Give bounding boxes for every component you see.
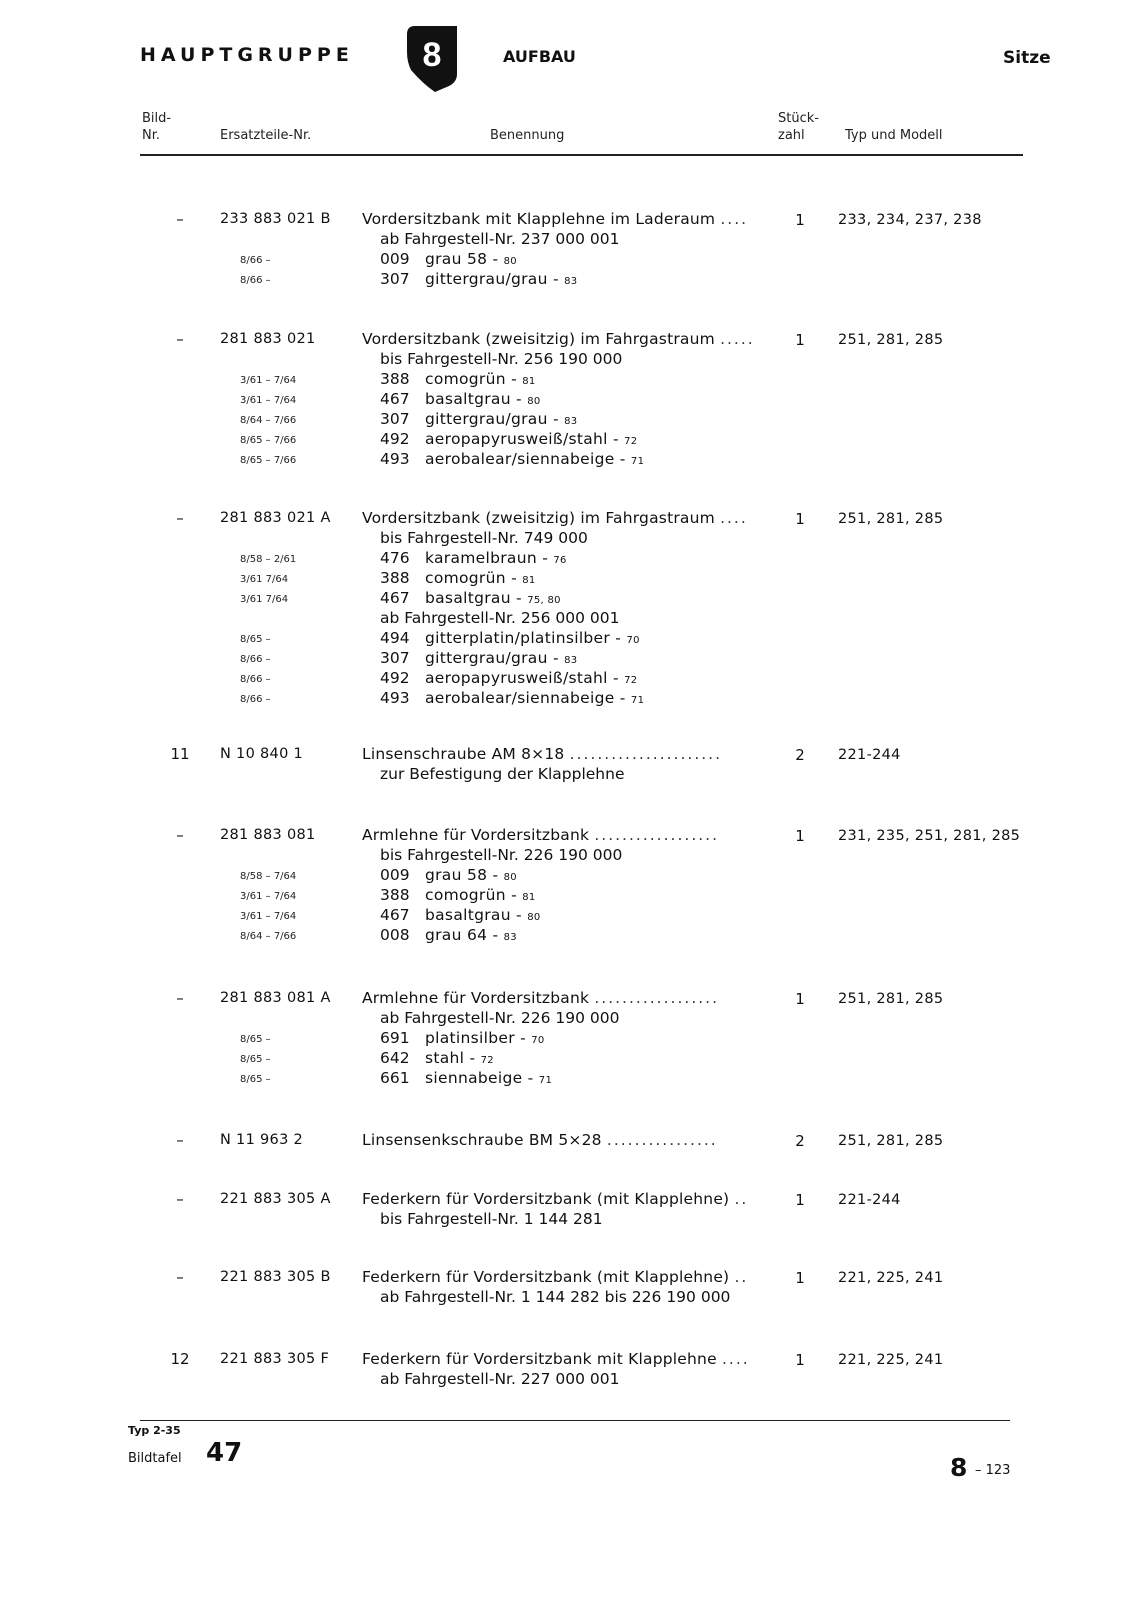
bild-nr: – <box>176 509 184 527</box>
chassis-range-note: bis Fahrgestell-Nr. 749 000 <box>380 529 588 547</box>
color-name <box>425 926 517 944</box>
section-title: AUFBAU <box>503 47 576 66</box>
item-description <box>362 1190 748 1208</box>
bild-nr: – <box>176 210 184 228</box>
validity-date: 8/64 – 7/66 <box>240 931 297 942</box>
color-label: karamelbraun - <box>425 549 549 567</box>
dot-leader: ..... <box>720 330 755 348</box>
fahrgestell-note <box>0 230 1133 250</box>
description-text: Federkern für Vordersitzbank (mit Klapplehne) <box>362 1190 730 1208</box>
description-text: Vordersitzbank (zweisitzig) im Fahrgastraum <box>362 509 715 527</box>
bild-nr: – <box>176 1131 184 1149</box>
validity-date: 8/65 – <box>240 634 271 645</box>
type-models: 251, 281, 285 <box>838 991 944 1007</box>
footer-bildtafel-label: Bildtafel <box>128 1451 182 1466</box>
color-name <box>425 569 536 587</box>
color-variant <box>0 689 1133 709</box>
type-models: 221-244 <box>838 747 901 763</box>
color-variant <box>0 450 1133 470</box>
color-code: 388 <box>380 370 410 388</box>
color-code: 467 <box>380 589 410 607</box>
fahrgestell-note <box>0 1210 1133 1230</box>
color-name <box>425 689 644 707</box>
color-variant <box>0 390 1133 410</box>
quantity: 2 <box>795 1132 805 1150</box>
color-ref: 81 <box>522 892 536 903</box>
quantity: 1 <box>795 1269 805 1287</box>
fahrgestell-note <box>0 1009 1133 1029</box>
description-text: Linsenschraube AM 8×18 <box>362 745 565 763</box>
color-code: 388 <box>380 569 410 587</box>
color-label: gitterplatin/platinsilber - <box>425 629 622 647</box>
color-variant <box>0 1069 1133 1089</box>
validity-date: 3/61 7/64 <box>240 594 289 605</box>
item-description <box>362 509 748 527</box>
item-description <box>362 210 748 228</box>
color-label: aeropapyrusweiß/stahl - <box>425 430 619 448</box>
item-description <box>362 1131 718 1149</box>
type-models: 251, 281, 285 <box>838 1133 944 1149</box>
item-description <box>362 330 755 348</box>
type-models: 233, 234, 237, 238 <box>838 212 982 228</box>
bild-nr: – <box>176 1190 184 1208</box>
footer-type: Typ 2-35 <box>128 1424 181 1437</box>
color-label: basaltgrau - <box>425 906 522 924</box>
validity-date: 8/66 – <box>240 674 271 685</box>
chassis-range-note: bis Fahrgestell-Nr. 256 190 000 <box>380 350 623 368</box>
validity-date: 3/61 7/64 <box>240 574 289 585</box>
fahrgestell-note <box>0 1370 1133 1390</box>
color-code: 492 <box>380 430 410 448</box>
validity-date: 8/66 – <box>240 654 271 665</box>
type-models: 251, 281, 285 <box>838 511 944 527</box>
color-code: 493 <box>380 689 410 707</box>
color-name <box>425 906 541 924</box>
color-variant <box>0 906 1133 926</box>
type-models: 231, 235, 251, 281, 285 <box>838 828 1021 844</box>
color-variant <box>0 926 1133 946</box>
fahrgestell-note <box>0 350 1133 370</box>
dot-leader: ...................... <box>569 745 723 763</box>
color-code: 467 <box>380 906 410 924</box>
color-label: siennabeige - <box>425 1069 534 1087</box>
color-label: gittergrau/grau - <box>425 270 559 288</box>
color-name <box>425 450 644 468</box>
chassis-range-note: ab Fahrgestell-Nr. 237 000 001 <box>380 230 620 248</box>
item-description <box>362 1268 748 1286</box>
color-variant <box>0 669 1133 689</box>
color-label: grau 58 - <box>425 866 499 884</box>
color-ref: 71 <box>538 1075 553 1086</box>
color-label: grau 64 - <box>425 926 499 944</box>
item-description <box>362 826 719 844</box>
color-code: 307 <box>380 649 410 667</box>
bild-nr: 12 <box>170 1350 190 1368</box>
color-label: comogrün - <box>425 370 517 388</box>
color-variant <box>0 629 1133 649</box>
color-name <box>425 669 637 687</box>
fahrgestell-note <box>0 609 1133 629</box>
description-text: Armlehne für Vordersitzbank <box>362 989 590 1007</box>
topic-title: Sitze <box>1003 48 1051 68</box>
color-name <box>425 410 577 428</box>
group-number: 8 <box>422 36 442 74</box>
validity-date: 3/61 – 7/64 <box>240 395 297 406</box>
color-variant <box>0 370 1133 390</box>
color-ref: 83 <box>564 655 578 666</box>
type-models: 221, 225, 241 <box>838 1270 944 1286</box>
color-name <box>425 1069 552 1087</box>
part-number: 221 883 305 B <box>220 1269 331 1285</box>
color-name <box>425 866 517 884</box>
part-number: N 10 840 1 <box>220 746 304 762</box>
color-ref: 83 <box>564 416 578 427</box>
color-label: comogrün - <box>425 886 517 904</box>
main-group-label: HAUPTGRUPPE <box>140 44 354 66</box>
color-ref: 80 <box>527 396 541 407</box>
quantity: 1 <box>795 990 805 1008</box>
color-label: gittergrau/grau - <box>425 649 559 667</box>
color-code: 388 <box>380 886 410 904</box>
page-group-number: 8 <box>950 1453 968 1482</box>
validity-date: 8/58 – 7/64 <box>240 871 297 882</box>
color-ref: 80 <box>527 912 541 923</box>
type-models: 251, 281, 285 <box>838 332 944 348</box>
bild-nr: 11 <box>170 745 190 763</box>
color-variant <box>0 250 1133 270</box>
fahrgestell-note <box>0 765 1133 785</box>
color-code: 691 <box>380 1029 410 1047</box>
color-variant <box>0 549 1133 569</box>
color-variant <box>0 649 1133 669</box>
part-number: 281 883 021 A <box>220 510 331 526</box>
color-ref: 72 <box>624 675 638 686</box>
dot-leader: .... <box>720 509 748 527</box>
dot-leader: .................. <box>594 989 720 1007</box>
validity-date: 8/58 – 2/61 <box>240 554 297 565</box>
color-name <box>425 1049 494 1067</box>
validity-date: 8/66 – <box>240 255 271 266</box>
fahrgestell-note <box>0 529 1133 549</box>
part-number: N 11 963 2 <box>220 1132 304 1148</box>
quantity: 1 <box>795 331 805 349</box>
item-description <box>362 1350 750 1368</box>
color-name <box>425 270 577 288</box>
bild-nr: – <box>176 1268 184 1286</box>
color-name <box>425 549 567 567</box>
description-text: Federkern für Vordersitzbank mit Klapplehne <box>362 1350 717 1368</box>
color-ref: 71 <box>630 695 645 706</box>
part-number: 221 883 305 A <box>220 1191 331 1207</box>
color-ref: 83 <box>503 932 517 943</box>
item-description <box>362 745 722 763</box>
fahrgestell-note <box>0 846 1133 866</box>
color-ref: 72 <box>624 436 638 447</box>
color-code: 307 <box>380 410 410 428</box>
color-variant <box>0 589 1133 609</box>
description-text: Linsensenkschraube BM 5×28 <box>362 1131 602 1149</box>
col-qty-line1: Stück- <box>778 111 819 126</box>
quantity: 2 <box>795 746 805 764</box>
chassis-range-note: ab Fahrgestell-Nr. 227 000 001 <box>380 1370 620 1388</box>
color-label: aeropapyrusweiß/stahl - <box>425 669 619 687</box>
color-label: aerobalear/siennabeige - <box>425 689 626 707</box>
color-code: 008 <box>380 926 410 944</box>
color-ref: 71 <box>630 456 645 467</box>
color-code: 661 <box>380 1069 410 1087</box>
color-name <box>425 886 536 904</box>
col-bild-nr-line1: Bild- <box>142 111 172 126</box>
color-code: 307 <box>380 270 410 288</box>
dot-leader: ................ <box>606 1131 718 1149</box>
color-ref: 81 <box>522 376 536 387</box>
quantity: 1 <box>795 1191 805 1209</box>
color-name <box>425 1029 545 1047</box>
color-code: 492 <box>380 669 410 687</box>
color-label: aerobalear/siennabeige - <box>425 450 626 468</box>
color-variant <box>0 430 1133 450</box>
color-name <box>425 390 541 408</box>
color-name <box>425 589 561 607</box>
quantity: 1 <box>795 211 805 229</box>
color-variant <box>0 569 1133 589</box>
part-number: 221 883 305 F <box>220 1351 330 1367</box>
quantity: 1 <box>795 510 805 528</box>
color-code: 467 <box>380 390 410 408</box>
color-ref: 81 <box>522 575 536 586</box>
dot-leader: .................. <box>594 826 720 844</box>
color-ref: 75, 80 <box>527 595 561 606</box>
color-label: basaltgrau - <box>425 589 522 607</box>
chassis-range-note: ab Fahrgestell-Nr. 1 144 282 bis 226 190 000 <box>380 1288 731 1306</box>
part-number: 281 883 081 A <box>220 990 331 1006</box>
col-types: Typ und Modell <box>845 128 943 143</box>
quantity: 1 <box>795 1351 805 1369</box>
description-text: Federkern für Vordersitzbank (mit Klapplehne) <box>362 1268 730 1286</box>
part-number: 281 883 021 <box>220 331 316 347</box>
chassis-range-note: zur Befestigung der Klapplehne <box>380 765 625 783</box>
validity-date: 3/61 – 7/64 <box>240 375 297 386</box>
bild-nr: – <box>176 989 184 1007</box>
color-name <box>425 370 536 388</box>
dot-leader: .. <box>734 1190 749 1208</box>
color-code: 493 <box>380 450 410 468</box>
color-label: stahl - <box>425 1049 476 1067</box>
color-name <box>425 250 517 268</box>
chassis-range-note: bis Fahrgestell-Nr. 1 144 281 <box>380 1210 603 1228</box>
color-variant <box>0 270 1133 290</box>
color-code: 642 <box>380 1049 410 1067</box>
footer-bildtafel-number: 47 <box>206 1438 243 1468</box>
color-variant <box>0 886 1133 906</box>
part-number: 281 883 081 <box>220 827 316 843</box>
footer-rule <box>140 1420 1010 1421</box>
type-models: 221-244 <box>838 1192 901 1208</box>
description-text: Vordersitzbank mit Klapplehne im Laderaum <box>362 210 716 228</box>
type-models: 221, 225, 241 <box>838 1352 944 1368</box>
part-number: 233 883 021 B <box>220 211 331 227</box>
color-ref: 80 <box>503 256 517 267</box>
color-ref: 76 <box>553 555 567 566</box>
dot-leader: .. <box>734 1268 749 1286</box>
color-variant <box>0 1049 1133 1069</box>
fahrgestell-note <box>0 1288 1133 1308</box>
chassis-range-note: bis Fahrgestell-Nr. 226 190 000 <box>380 846 623 864</box>
dot-leader: .... <box>720 210 749 228</box>
color-variant <box>0 1029 1133 1049</box>
item-description <box>362 989 719 1007</box>
col-bild-nr-line2: Nr. <box>142 128 161 143</box>
description-text: Armlehne für Vordersitzbank <box>362 826 590 844</box>
bild-nr: – <box>176 330 184 348</box>
bild-nr: – <box>176 826 184 844</box>
validity-date: 8/66 – <box>240 275 271 286</box>
color-name <box>425 629 640 647</box>
color-label: platinsilber - <box>425 1029 527 1047</box>
description-text: Vordersitzbank (zweisitzig) im Fahrgastraum <box>362 330 715 348</box>
color-code: 494 <box>380 629 410 647</box>
color-ref: 70 <box>531 1035 545 1046</box>
validity-date: 3/61 – 7/64 <box>240 911 297 922</box>
validity-date: 8/65 – <box>240 1074 271 1085</box>
color-label: basaltgrau - <box>425 390 522 408</box>
color-variant <box>0 866 1133 886</box>
validity-date: 8/65 – 7/66 <box>240 435 297 446</box>
chassis-range-note: ab Fahrgestell-Nr. 226 190 000 <box>380 1009 620 1027</box>
color-ref: 80 <box>503 872 517 883</box>
validity-date: 8/65 – <box>240 1034 271 1045</box>
color-variant <box>0 410 1133 430</box>
page-sub-number: – 123 <box>975 1463 1011 1478</box>
validity-date: 8/65 – <box>240 1054 271 1065</box>
color-ref: 72 <box>480 1055 494 1066</box>
color-name <box>425 649 577 667</box>
color-ref: 70 <box>626 635 640 646</box>
color-label: gittergrau/grau - <box>425 410 559 428</box>
color-code: 009 <box>380 866 410 884</box>
col-qty-line2: zahl <box>778 128 805 143</box>
validity-date: 8/64 – 7/66 <box>240 415 297 426</box>
color-label: comogrün - <box>425 569 517 587</box>
col-description: Benennung <box>490 128 565 143</box>
color-name <box>425 430 637 448</box>
validity-date: 8/65 – 7/66 <box>240 455 297 466</box>
color-code: 476 <box>380 549 410 567</box>
chassis-range-note: ab Fahrgestell-Nr. 256 000 001 <box>380 609 620 627</box>
col-part-nr: Ersatzteile-Nr. <box>220 128 312 143</box>
validity-date: 3/61 – 7/64 <box>240 891 297 902</box>
color-ref: 83 <box>564 276 578 287</box>
quantity: 1 <box>795 827 805 845</box>
validity-date: 8/66 – <box>240 694 271 705</box>
dot-leader: .... <box>721 1350 750 1368</box>
color-code: 009 <box>380 250 410 268</box>
color-label: grau 58 - <box>425 250 499 268</box>
